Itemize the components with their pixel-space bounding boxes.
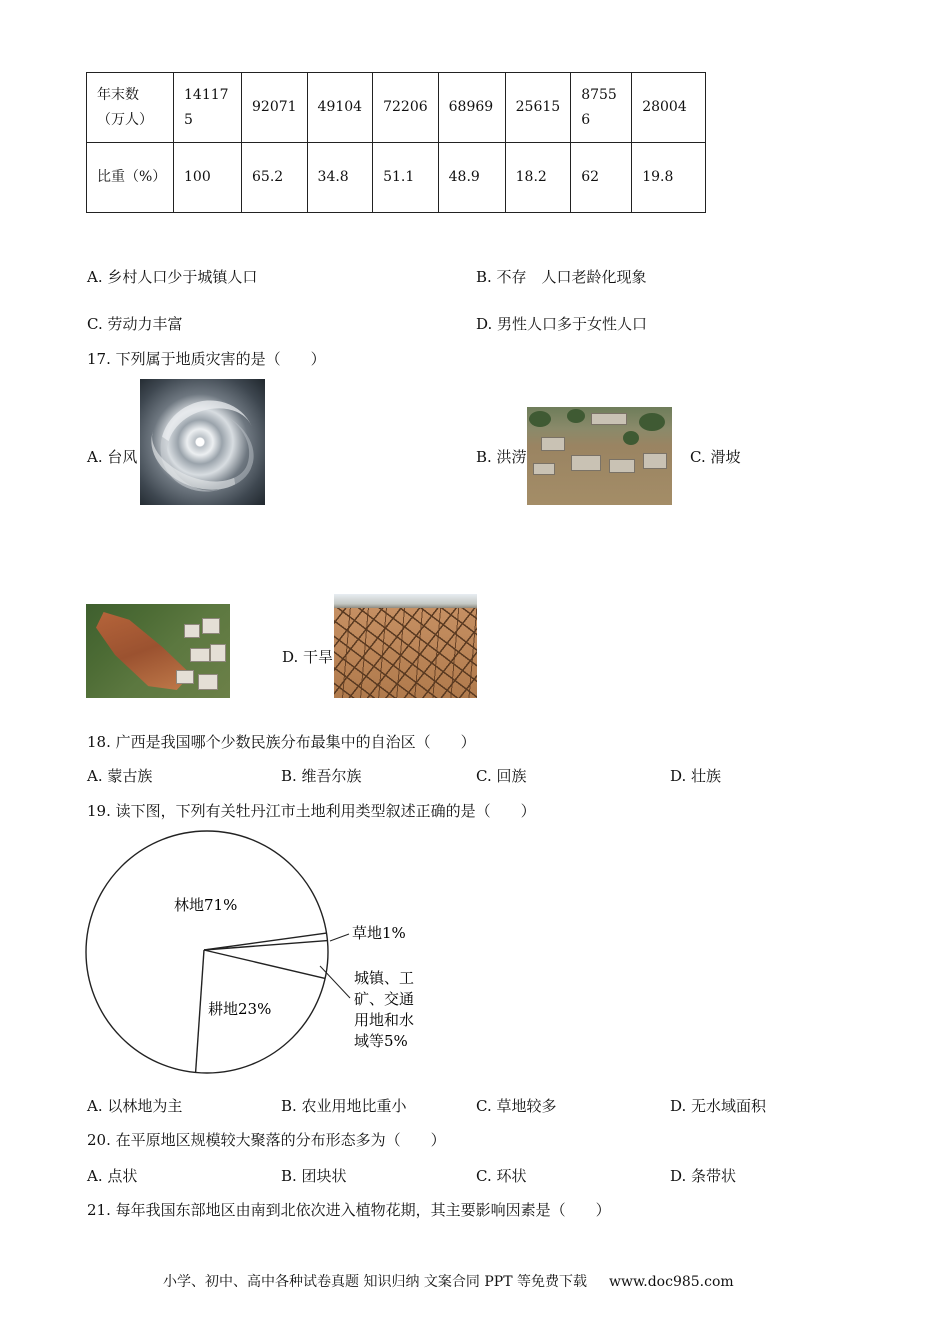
pie-label-urban-line-4: 域等5%	[354, 1032, 408, 1050]
table-cell: 100	[174, 143, 242, 213]
q20-stem: 20. 在平原地区规模较大聚落的分布形态多为（ ）	[87, 1131, 446, 1149]
table-row	[87, 143, 706, 213]
table-cell: 51.1	[373, 143, 439, 213]
q19-option-d: D. 无水域面积	[670, 1097, 767, 1115]
pie-label-grassland: 草地1%	[352, 924, 406, 942]
table-cell: 48.9	[438, 143, 505, 213]
q19-stem: 19. 读下图，下列有关牡丹江市土地利用类型叙述正确的是（ ）	[87, 802, 536, 820]
table-cell: 19.8	[632, 143, 706, 213]
pie-label-farmland: 耕地23%	[208, 1000, 272, 1018]
q17-stem: 17. 下列属于地质灾害的是（ ）	[87, 350, 326, 368]
table-cell: 141175	[174, 73, 242, 143]
q20-option-c: C. 环状	[476, 1167, 527, 1185]
q19-option-a: A. 以林地为主	[87, 1097, 183, 1115]
land-use-pie-chart	[82, 828, 442, 1078]
table-cell: 68969	[438, 73, 505, 143]
q16-option-b: B. 不存 人口老龄化现象	[476, 268, 647, 286]
q16-option-a: A. 乡村人口少于城镇人口	[87, 268, 258, 286]
q17-option-c: C. 滑坡	[690, 448, 741, 466]
table-cell: 49104	[307, 73, 373, 143]
q20-option-b: B. 团块状	[281, 1167, 347, 1185]
pie-outline	[86, 831, 328, 1073]
boundary-farmland-forest	[196, 950, 204, 1073]
table-cell: 87556	[571, 73, 632, 143]
q19-option-b: B. 农业用地比重小	[281, 1097, 407, 1115]
q16-option-d: D. 男性人口多于女性人口	[476, 315, 648, 333]
q21-stem: 21. 每年我国东部地区由南到北依次进入植物花期，其主要影响因素是（ ）	[87, 1201, 611, 1219]
table-cell: 18.2	[505, 143, 571, 213]
q16-option-c: C. 劳动力丰富	[87, 315, 183, 333]
q18-option-c: C. 回族	[476, 767, 527, 785]
table-cell: 65.2	[242, 143, 308, 213]
flood-photo	[527, 407, 672, 505]
boundary-urban-farmland	[204, 950, 325, 978]
q18-option-d: D. 壮族	[670, 767, 722, 785]
q19-option-c: C. 草地较多	[476, 1097, 557, 1115]
q17-option-a: A. 台风	[87, 448, 138, 466]
footer-url[interactable]: www.doc985.com	[608, 1274, 734, 1290]
drought-photo	[334, 594, 477, 698]
q18-option-a: A. 蒙古族	[87, 767, 153, 785]
table-row	[87, 73, 706, 143]
q17-option-b: B. 洪涝	[476, 448, 527, 466]
grass-leader-line	[330, 934, 349, 941]
row-label: 比重（%）	[87, 143, 174, 213]
pie-label-urban-line-1: 城镇、工	[354, 969, 415, 987]
footer-text: 小学、初中、高中各种试卷真题 知识归纳 文案合同 PPT 等免费下载	[163, 1274, 587, 1290]
table-cell: 92071	[242, 73, 308, 143]
pie-label-urban-line-2: 矿、交通	[354, 990, 415, 1008]
table-cell: 72206	[373, 73, 439, 143]
q18-option-b: B. 维吾尔族	[281, 767, 362, 785]
table-cell: 62	[571, 143, 632, 213]
population-table	[86, 72, 706, 213]
q17-option-d: D. 干旱	[282, 648, 334, 666]
row-label: 年末数（万人）	[87, 73, 174, 143]
q20-option-d: D. 条带状	[670, 1167, 737, 1185]
table-cell: 25615	[505, 73, 571, 143]
typhoon-photo	[140, 379, 265, 505]
pie-label-forest: 林地71%	[174, 896, 238, 914]
landslide-photo	[86, 604, 230, 698]
pie-label-urban-line-3: 用地和水	[354, 1011, 415, 1029]
table-cell: 28004	[632, 73, 706, 143]
page-footer	[163, 1271, 734, 1291]
q18-stem: 18. 广西是我国哪个少数民族分布最集中的自治区（ ）	[87, 733, 476, 751]
table-cell: 34.8	[307, 143, 373, 213]
q20-option-a: A. 点状	[87, 1167, 138, 1185]
